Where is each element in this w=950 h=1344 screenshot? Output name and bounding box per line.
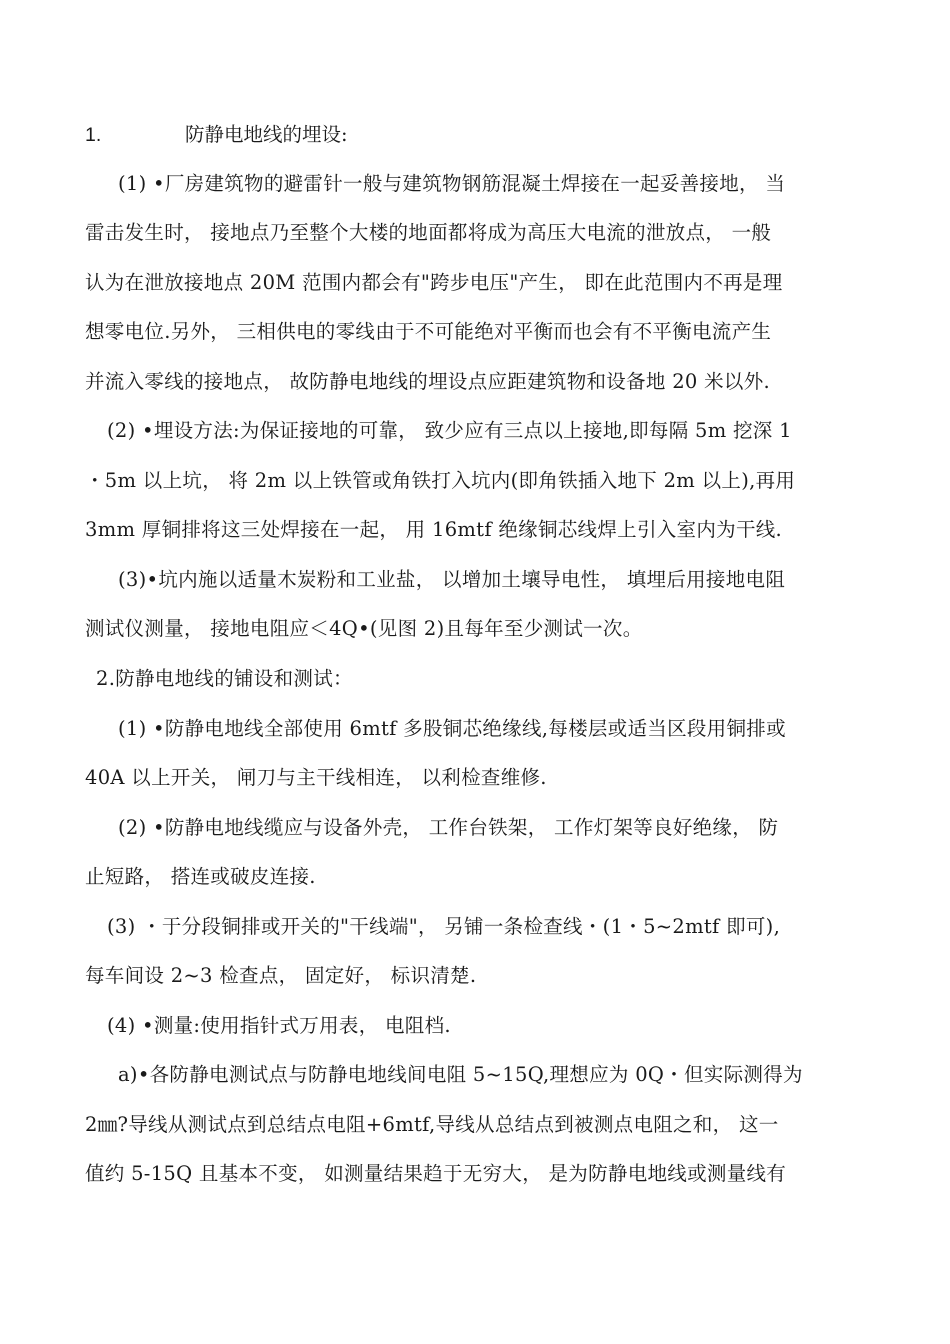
paragraph-line: 2㎜?导线从测试点到总结点电阻+6mtf,导线从总结点到被测点电阻之和， 这一 [85, 1113, 779, 1136]
paragraph-line: ・5m 以上坑， 将 2m 以上铁管或角铁打入坑内(即角铁插入地下 2m 以上),再用 [85, 469, 796, 492]
section-1-number: 1. [85, 124, 102, 146]
paragraph-line: 并流入零线的接地点， 故防静电地线的埋设点应距建筑物和设备地 20 米以外. [85, 370, 771, 393]
paragraph-line: (3)•坑内施以适量木炭粉和工业盐， 以增加土壤导电性， 填埋后用接地电阻 [118, 568, 786, 591]
paragraph-line: 认为在泄放接地点 20M 范围内都会有"跨步电压"产生， 即在此范围内不再是理 [85, 271, 783, 294]
paragraph-line: (2) •防静电地线缆应与设备外壳， 工作台铁架， 工作灯架等良好绝缘， 防 [118, 816, 779, 839]
paragraph-line: 值约 5-15Q 且基本不变， 如测量结果趋于无穷大， 是为防静电地线或测量线有 [85, 1162, 787, 1185]
paragraph-line: a)•各防静电测试点与防静电地线间电阻 5~15Q,理想应为 0Q・但实际测得为 [118, 1063, 803, 1086]
paragraph-line: (2) •埋设方法:为保证接地的可靠， 致少应有三点以上接地,即每隔 5m 挖深 1 [107, 419, 792, 442]
paragraph-line: (4) •测量:使用指针式万用表， 电阻档. [107, 1014, 451, 1037]
paragraph-line: 测试仪测量， 接地电阻应＜4Q•(见图 2)且每年至少测试一次。 [85, 617, 643, 640]
paragraph-line: 想零电位.另外， 三相供电的零线由于不可能绝对平衡而也会有不平衡电流产生 [85, 320, 772, 343]
section-1-title: 防静电地线的埋设: [185, 123, 348, 146]
paragraph-line: 止短路， 搭连或破皮连接. [85, 865, 316, 888]
paragraph-line: (3) ・于分段铜排或开关的"干线端"， 另铺一条检查线・(1・5~2mtf 即可), [107, 915, 781, 938]
paragraph-line: 每车间设 2~3 检查点， 固定好， 标识清楚. [85, 964, 477, 987]
paragraph-line: 雷击发生时， 接地点乃至整个大楼的地面都将成为高压大电流的泄放点， 一般 [85, 221, 772, 244]
paragraph-line: (1) •厂房建筑物的避雷针一般与建筑物钢筋混凝土焊接在一起妥善接地， 当 [118, 172, 786, 195]
paragraph-line: 40A 以上开关， 闸刀与主干线相连， 以利检查维修. [85, 766, 547, 789]
section-2-heading: 2.防静电地线的铺设和测试： [96, 667, 353, 690]
paragraph-line: 3mm 厚铜排将这三处焊接在一起， 用 16mtf 绝缘铜芯线焊上引入室内为干线. [85, 518, 783, 541]
paragraph-line: (1) •防静电地线全部使用 6mtf 多股铜芯绝缘线,每楼层或适当区段用铜排或 [118, 717, 786, 740]
